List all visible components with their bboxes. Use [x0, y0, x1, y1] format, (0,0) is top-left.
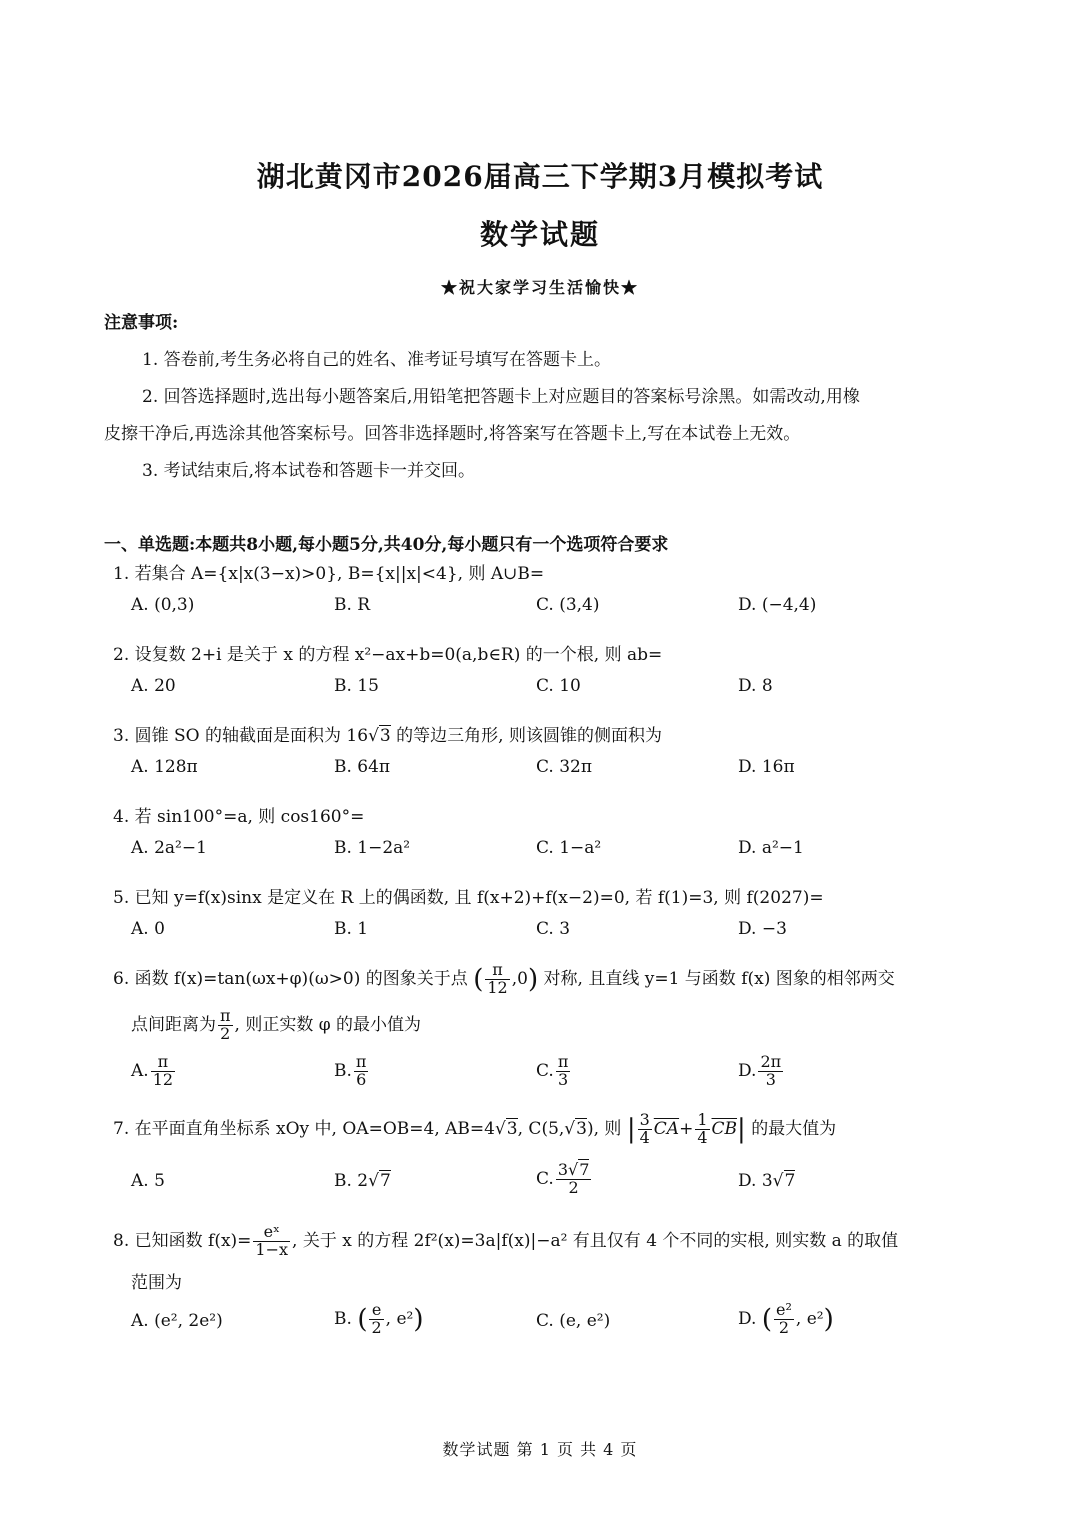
option-prefix: B. 2 — [334, 1171, 369, 1191]
question-7-stem-post: 的最大值为 — [751, 1118, 837, 1139]
question-2-option-c: C. 10 — [536, 676, 581, 696]
question-5-option-d: D. −3 — [738, 919, 787, 939]
question-6-stem-post: 对称, 且直线 y=1 与函数 f(x) 图象的相邻两交 — [543, 968, 895, 989]
question-8-option-a: A. (e², 2e²) — [131, 1311, 223, 1331]
option-denominator: 12 — [152, 1069, 174, 1089]
option-numerator: e² — [776, 1300, 792, 1319]
question-8-stem-post: , 关于 x 的方程 2f²(x)=3a|f(x)|−a² 有且仅有 4 个不同的实根, 则实数 a 的取值 — [292, 1230, 899, 1251]
page-title: 湖北黄冈市2026届高三下学期3月模拟考试 — [256, 160, 824, 193]
question-3-option-c: C. 32π — [536, 757, 593, 777]
option-numerator: π — [557, 1052, 569, 1071]
option-numerator: π — [151, 1054, 175, 1072]
question-4-option-a: A. 2a²−1 — [131, 838, 207, 858]
question-8-stem-line-2: 范围为 — [131, 1273, 182, 1293]
option-denominator: 3 — [765, 1069, 776, 1089]
option-label: C. — [536, 1168, 554, 1189]
question-7-stem-mid: , C(5, — [517, 1118, 565, 1139]
question-4-option-b: B. 1−2a² — [334, 838, 411, 858]
option-label: B. — [334, 1060, 352, 1081]
question-7-option-b: B. 2√7 — [334, 1171, 391, 1191]
question-7-frac1-num: 3 — [639, 1110, 650, 1129]
question-6-option-c — [536, 1054, 572, 1089]
question-6-point-tail: ,0 — [511, 968, 528, 989]
question-7-option-d: D. 3√7 — [738, 1171, 796, 1191]
notice-heading: 注意事项: — [104, 313, 179, 333]
motto: ★祝大家学习生活愉快★ — [440, 278, 639, 297]
question-6-dist-numerator: π — [220, 1006, 231, 1025]
notice-item-2a: 2. 回答选择题时,选出每小题答案后,用铅笔把答题卡上对应题目的答案标号涂黑。如需改动,用橡 — [142, 387, 860, 407]
question-8-option-b: B. ( $\frac{e}{2}$ , e²) — [334, 1300, 424, 1337]
question-1-option-a: A. (0,3) — [131, 595, 195, 615]
option-label: D. — [738, 1308, 757, 1329]
question-5-option-a: A. 0 — [131, 919, 165, 939]
question-3-stem: 3. 圆锥 SO 的轴截面是面积为 16√3 的等边三角形, 则该圆锥的侧面积为 — [113, 726, 662, 746]
page-subtitle: 数学试题 — [479, 218, 600, 251]
question-7-option-a: A. 5 — [131, 1171, 165, 1191]
question-4-option-c: C. 1−a² — [536, 838, 602, 858]
question-3-option-a: A. 128π — [131, 757, 198, 777]
question-7-ab-radicand: 3 — [506, 1118, 518, 1139]
question-2-option-a: A. 20 — [131, 676, 176, 696]
question-4-option-d: D. a²−1 — [738, 838, 804, 858]
question-7-stem-pre: 7. 在平面直角坐标系 xOy 中, OA=OB=4, AB=4 — [113, 1118, 495, 1139]
question-3-stem-pre: 3. 圆锥 SO 的轴截面是面积为 16 — [113, 726, 369, 746]
question-6-stem-pre: 6. 函数 f(x)=tan(ωx+φ)(ω>0) 的图象关于点 — [113, 968, 468, 989]
question-8-stem-line-1 — [113, 1224, 898, 1259]
question-3-option-b: B. 64π — [334, 757, 391, 777]
option-label: B. — [334, 1308, 352, 1329]
question-5-stem: 5. 已知 y=f(x)sinx 是定义在 R 上的偶函数, 且 f(x+2)+f(x−2)=0, 若 f(1)=3, 则 f(2027)= — [113, 888, 824, 908]
page-footer: 数学试题 第 1 页 共 4 页 — [442, 1440, 638, 1459]
notice-item-1: 1. 答卷前,考生务必将自己的姓名、准考证号填写在答题卡上。 — [142, 350, 612, 370]
question-8-stem-pre: 8. 已知函数 f(x)= — [113, 1230, 252, 1251]
question-6-point-numerator: π — [485, 962, 509, 980]
question-8-frac-den: 1−x — [255, 1239, 289, 1259]
option-label: A. — [131, 1060, 149, 1081]
question-6-stem-line-2 — [131, 1008, 421, 1043]
option-label: D. — [738, 1060, 757, 1081]
option-denominator: 2 — [371, 1317, 382, 1337]
question-7-frac1-den: 4 — [639, 1127, 650, 1147]
question-6-option-d — [738, 1054, 785, 1089]
option-tail: , e² — [385, 1308, 414, 1329]
question-8-option-c: C. (e, e²) — [536, 1311, 611, 1331]
question-7-c-radicand: 3 — [576, 1118, 587, 1139]
question-7-frac2-den: 4 — [697, 1127, 708, 1147]
question-6-dist-denominator: 2 — [220, 1023, 231, 1043]
question-6-option-a — [131, 1054, 177, 1089]
question-6-stem2-pre: 点间距离为 — [131, 1014, 216, 1035]
option-tail: , e² — [795, 1308, 824, 1329]
option-numerator: e — [369, 1302, 383, 1320]
question-6-point-denominator: 12 — [487, 977, 508, 997]
section-heading: 一、单选题:本题共8小题,每小题5分,共40分,每小题只有一个选项符合要求 — [104, 535, 669, 555]
option-prefix: D. 3 — [738, 1171, 773, 1191]
question-6-option-b — [334, 1054, 370, 1089]
option-denominator: 6 — [356, 1069, 367, 1089]
option-numerator: π — [355, 1052, 367, 1071]
question-8-frac-num: eˣ — [253, 1224, 290, 1242]
question-5-option-b: B. 1 — [334, 919, 369, 939]
option-numerator-radicand: 7 — [579, 1160, 590, 1179]
question-1-option-c: C. (3,4) — [536, 595, 600, 615]
option-label: C. — [536, 1060, 554, 1081]
question-6-stem2-post: , 则正实数 φ 的最小值为 — [234, 1014, 422, 1035]
notice-item-3: 3. 考试结束后,将本试卷和答题卡一并交回。 — [142, 461, 476, 481]
vector-ca: $\overline{CA}$ — [653, 1118, 680, 1139]
question-2-stem: 2. 设复数 2+i 是关于 x 的方程 x²−ax+b=0(a,b∈R) 的一个根, 则 ab= — [113, 645, 663, 665]
question-7-frac2-num: 1 — [697, 1110, 708, 1129]
option-numerator: 2π — [760, 1052, 782, 1071]
question-6-stem-line-1: 6. 函数 f(x)=tan(ωx+φ)(ω>0) 的图象关于点 ( $\frac{\pi}{12}$ ,0) 对称, 且直线 y=1 与函数 f(x) 图象的相邻两交 — [113, 960, 895, 997]
vector-cb: $\overline{CB}$ — [711, 1118, 738, 1139]
question-4-stem: 4. 若 sin100°=a, 则 cos160°= — [113, 807, 365, 827]
option-denominator: 2 — [778, 1317, 790, 1337]
question-2-option-b: B. 15 — [334, 676, 379, 696]
question-5-option-c: C. 3 — [536, 919, 571, 939]
option-denominator: 2 — [568, 1177, 579, 1197]
question-3-stem-post: 的等边三角形, 则该圆锥的侧面积为 — [390, 726, 662, 746]
question-3-option-d: D. 16π — [738, 757, 795, 777]
question-1-option-b: B. R — [334, 595, 371, 615]
question-1-stem: 1. 若集合 A={x|x(3−x)>0}, B={x||x|<4}, 则 A∪B= — [113, 564, 545, 584]
notice-item-2b: 皮擦干净后,再选涂其他答案标号。回答非选择题时,将答案写在答题卡上,写在本试卷上无效。 — [104, 424, 801, 444]
question-2-option-d: D. 8 — [738, 676, 773, 696]
option-denominator: 3 — [557, 1069, 569, 1089]
option-radicand: 7 — [379, 1171, 391, 1191]
question-7-stem: 7. 在平面直角坐标系 xOy 中, OA=OB=4, AB=4√3, C(5,√3), 则 | $\frac{3}{4}$ $\overline{CA}+$ $\frac{1}{4}$ $\overline{CB}|$ 的最大值为 — [113, 1110, 837, 1147]
option-radicand: 7 — [784, 1171, 796, 1191]
option-numerator-coef: 3 — [557, 1160, 568, 1179]
question-7-plus: + — [679, 1118, 694, 1139]
question-3-radicand: 3 — [379, 726, 391, 746]
question-1-option-d: D. (−4,4) — [738, 595, 817, 615]
question-7-stem-mid2: ), 则 — [586, 1118, 622, 1139]
question-8-option-d: D. ( $\frac{\text{e²}}{2}$ , e²) — [738, 1300, 834, 1337]
question-7-option-c: C. $\frac{3√7}{2}$ — [536, 1160, 590, 1197]
